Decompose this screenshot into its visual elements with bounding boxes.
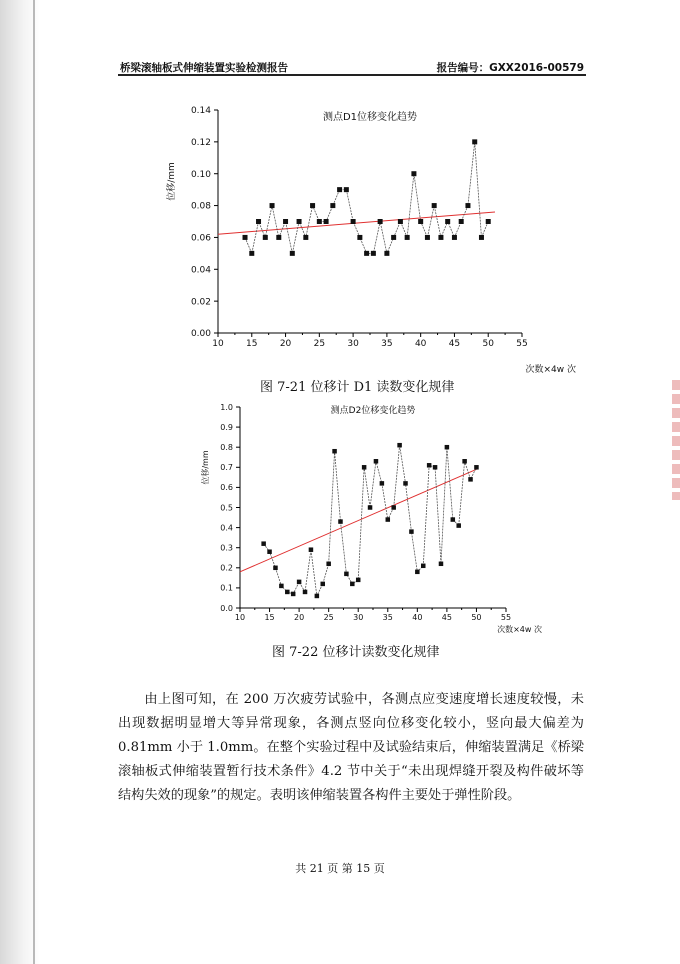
y-tick-label: 0.2 xyxy=(220,563,233,573)
data-point xyxy=(468,477,473,482)
x-tick-label: 20 xyxy=(294,613,305,622)
chart-svg xyxy=(160,92,580,382)
data-point xyxy=(403,481,408,486)
y-tick-label: 0.0 xyxy=(220,603,233,613)
x-tick-label: 15 xyxy=(264,613,275,622)
data-point xyxy=(309,547,314,552)
page-footer: 共 21 页 第 15 页 xyxy=(295,862,385,875)
data-point xyxy=(380,481,385,486)
y-tick-label: 0.14 xyxy=(190,106,211,117)
data-point xyxy=(267,549,272,554)
y-tick-label: 0.9 xyxy=(220,422,233,432)
data-point xyxy=(256,219,261,224)
data-point xyxy=(409,529,414,534)
x-tick-label: 10 xyxy=(212,339,224,349)
data-point xyxy=(310,203,315,208)
figure-caption-7-21: 图 7-21 位移计 D1 读数变化规律 xyxy=(260,380,455,395)
data-point xyxy=(357,235,362,240)
chart-title: 测点D2位移变化趋势 xyxy=(330,406,416,416)
data-point xyxy=(337,187,342,192)
data-point xyxy=(465,203,470,208)
data-point xyxy=(297,580,302,585)
scan-binding-line xyxy=(33,0,35,964)
data-point xyxy=(456,523,461,528)
data-point xyxy=(270,203,275,208)
y-tick-label: 0.5 xyxy=(220,503,233,513)
data-point xyxy=(273,566,278,571)
data-point xyxy=(243,235,248,240)
chart-title: 测点D1位移变化趋势 xyxy=(322,112,418,123)
x-tick-label: 10 xyxy=(234,613,246,622)
data-point xyxy=(285,590,290,595)
data-point xyxy=(386,517,391,522)
y-tick-label: 0.04 xyxy=(190,265,211,276)
y-axis-label: 位移/mm xyxy=(201,450,210,485)
x-axis-label: 次数×4w 次 xyxy=(525,365,576,375)
data-point xyxy=(398,219,403,224)
x-tick-label: 30 xyxy=(347,339,359,349)
data-point xyxy=(451,517,456,522)
y-tick-label: 0.7 xyxy=(220,463,233,473)
data-point xyxy=(303,590,308,595)
data-point xyxy=(405,235,410,240)
data-point xyxy=(462,459,467,464)
body-paragraph: 由上图可知，在 200 万次疲劳试验中，各测点应变速度增长速度较慢，未出现数据明显增大等异常现象，各测点竖向位移变化较小，竖向最大偏差为 0.81mm 小于 1.0mm。在整个实验过程中及试验结束后，伸缩装置满足《桥梁滚轴板式伸缩装置暂行技术条件》4.2 节中关于“未出现焊缝开裂及构件破坏等结构失效的现象”的规定。表明该伸缩装置各构件主要处于弹性阶段。 xyxy=(118,692,584,803)
data-point xyxy=(291,592,296,597)
data-point xyxy=(479,235,484,240)
chart-d1 xyxy=(160,92,580,382)
data-point xyxy=(472,139,477,144)
y-tick-label: 0.02 xyxy=(190,297,211,308)
x-tick-label: 50 xyxy=(471,613,482,622)
x-tick-label: 40 xyxy=(414,339,427,349)
data-point xyxy=(338,519,343,524)
data-point xyxy=(371,251,376,256)
chart-d2 xyxy=(196,395,546,640)
data-point xyxy=(351,219,356,224)
data-point xyxy=(324,219,329,224)
x-tick-label: 55 xyxy=(500,613,512,622)
data-point xyxy=(326,562,331,567)
y-tick-label: 0.8 xyxy=(220,443,233,452)
data-point xyxy=(411,171,416,176)
y-tick-label: 1.0 xyxy=(220,402,233,412)
report-header xyxy=(118,60,586,76)
y-tick-label: 0.12 xyxy=(190,138,211,149)
scan-stamp-edge xyxy=(672,380,680,500)
data-point xyxy=(418,219,423,224)
data-point xyxy=(474,465,479,470)
data-point xyxy=(249,251,254,256)
figure-caption-7-22: 图 7-22 位移计读数变化规律 xyxy=(272,645,440,660)
data-point xyxy=(276,235,281,240)
data-point xyxy=(356,578,361,583)
data-point xyxy=(421,564,426,569)
x-tick-label: 55 xyxy=(516,339,528,349)
data-point xyxy=(432,203,437,208)
data-point xyxy=(415,570,420,575)
data-point xyxy=(397,443,402,448)
data-point xyxy=(378,219,383,224)
y-tick-label: 0.6 xyxy=(220,483,233,493)
y-tick-label: 0.1 xyxy=(220,583,233,593)
x-tick-label: 50 xyxy=(482,339,494,349)
data-point xyxy=(362,465,367,470)
body-text xyxy=(118,688,584,808)
series-line xyxy=(245,142,488,254)
data-point xyxy=(315,594,320,599)
data-point xyxy=(427,463,432,468)
data-point xyxy=(486,219,491,224)
data-point xyxy=(290,251,295,256)
x-tick-label: 25 xyxy=(313,339,326,349)
data-point xyxy=(391,235,396,240)
x-tick-label: 35 xyxy=(382,613,393,622)
data-point xyxy=(425,235,430,240)
data-point xyxy=(445,219,450,224)
data-point xyxy=(391,505,396,510)
data-point xyxy=(364,251,369,256)
data-point xyxy=(279,584,284,589)
x-tick-label: 40 xyxy=(412,613,423,622)
data-point xyxy=(459,219,464,224)
data-point xyxy=(452,235,457,240)
data-point xyxy=(263,235,268,240)
report-number: 报告编号：GXX2016-00579 xyxy=(436,62,584,74)
data-point xyxy=(321,582,326,587)
data-point xyxy=(283,219,288,224)
x-tick-label: 20 xyxy=(279,339,292,349)
y-tick-label: 0.06 xyxy=(190,233,211,244)
x-tick-label: 35 xyxy=(381,339,393,349)
data-point xyxy=(374,459,379,464)
data-point xyxy=(303,235,308,240)
report-title: 桥梁滚轴板式伸缩装置实验检测报告 xyxy=(120,62,288,74)
y-tick-label: 0.3 xyxy=(220,543,233,553)
data-point xyxy=(384,251,389,256)
data-point xyxy=(297,219,302,224)
data-point xyxy=(350,582,355,587)
data-point xyxy=(445,445,450,450)
x-tick-label: 45 xyxy=(448,339,461,349)
x-tick-label: 15 xyxy=(246,339,258,349)
data-point xyxy=(344,572,349,577)
data-point xyxy=(332,449,337,454)
y-tick-label: 0.4 xyxy=(220,523,233,533)
data-point xyxy=(344,187,349,192)
x-tick-label: 25 xyxy=(323,613,334,622)
y-tick-label: 0.10 xyxy=(190,169,211,180)
chart-svg xyxy=(196,395,546,640)
data-point xyxy=(439,562,444,567)
y-tick-label: 0.00 xyxy=(190,329,211,340)
series-line xyxy=(264,445,477,596)
data-point xyxy=(317,219,322,224)
x-tick-label: 30 xyxy=(353,613,364,622)
x-tick-label: 45 xyxy=(441,613,452,622)
x-axis-label: 次数×4w 次 xyxy=(497,625,542,634)
data-point xyxy=(261,541,266,546)
y-axis-label: 位移/mm xyxy=(167,162,177,201)
data-point xyxy=(433,465,438,470)
data-point xyxy=(438,235,443,240)
data-point xyxy=(368,505,373,510)
y-tick-label: 0.08 xyxy=(190,201,211,212)
data-point xyxy=(330,203,335,208)
